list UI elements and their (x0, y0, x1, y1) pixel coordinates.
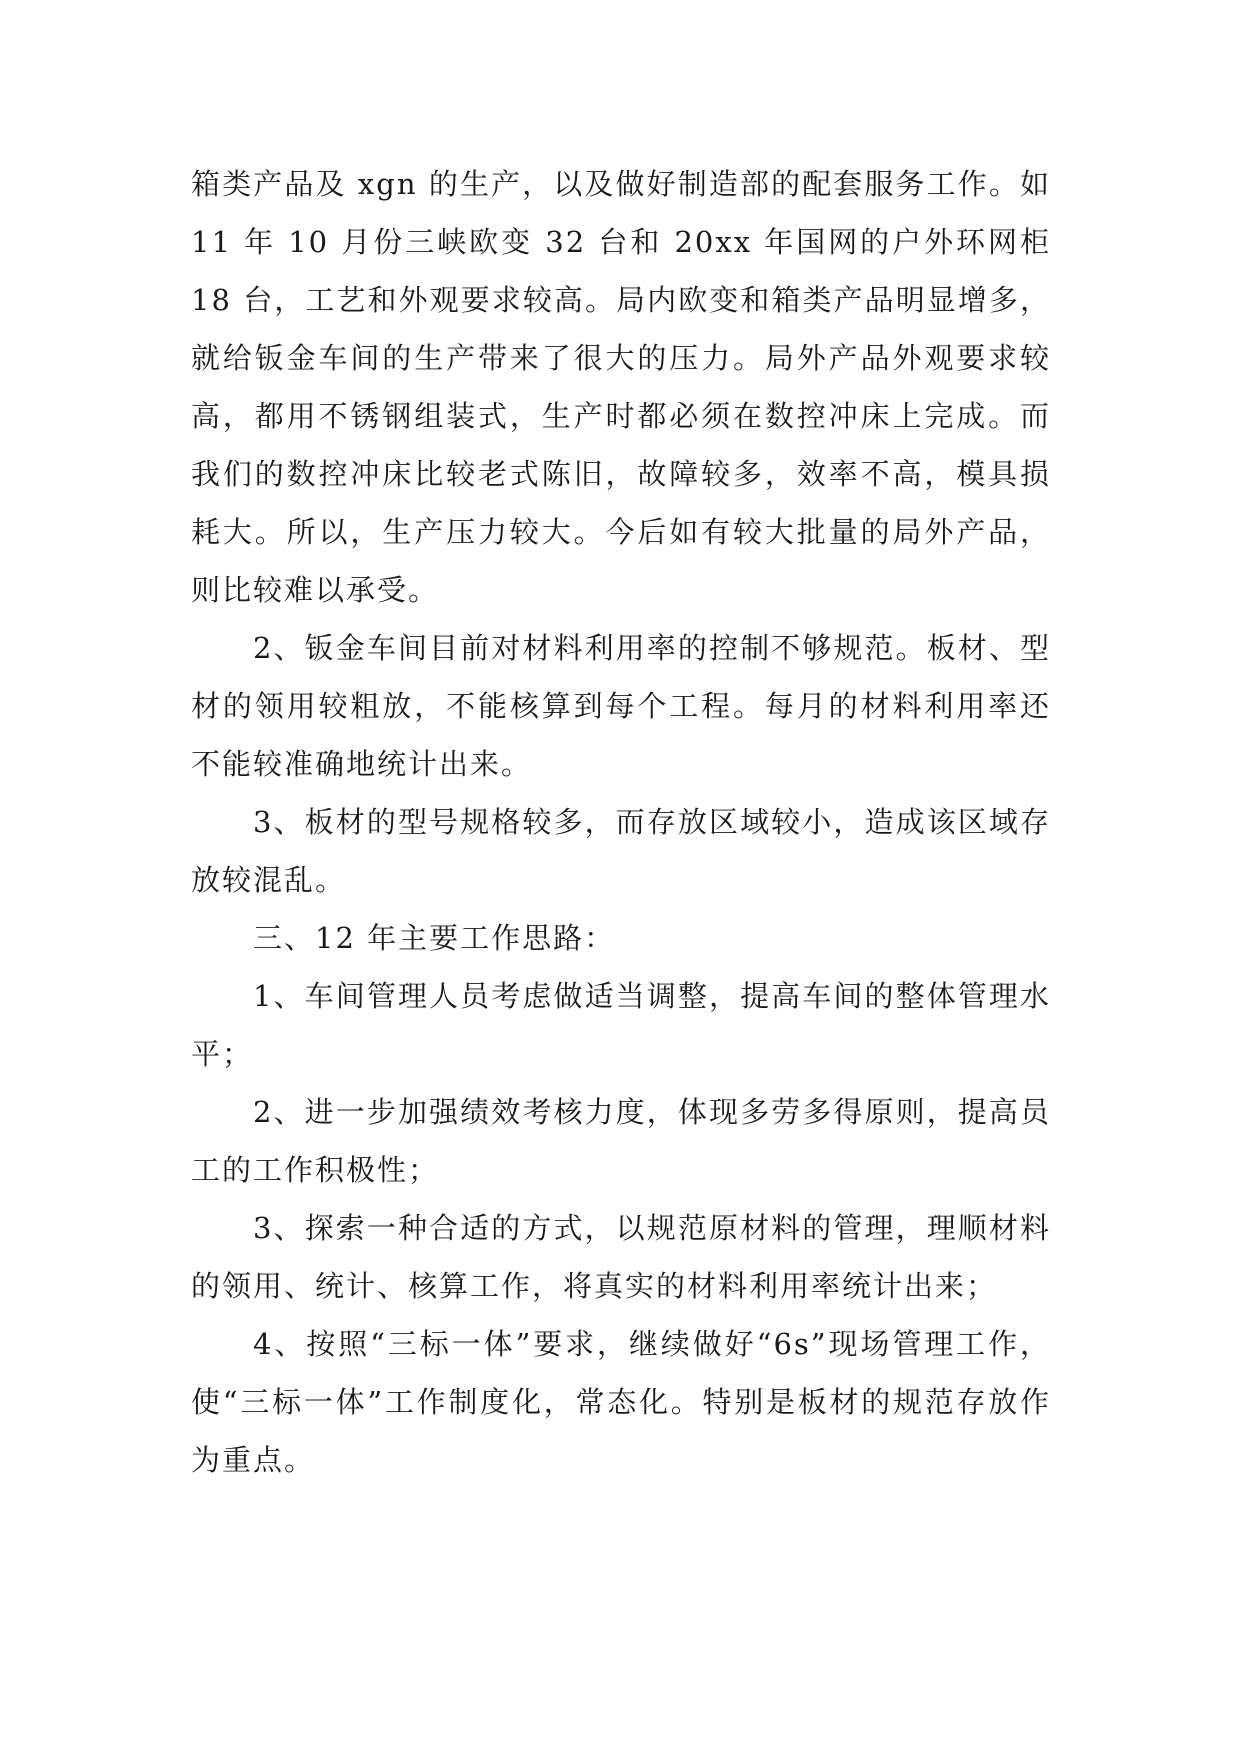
paragraph-plan-4: 4、按照“三标一体”要求，继续做好“6s”现场管理工作，使“三标一体”工作制度化，常态化。特别是板材的规范存放作为重点。 (191, 1327, 1051, 1477)
section-heading-work-plan: 三、12 年主要工作思路： (253, 921, 616, 955)
paragraph-item-3-storage: 3、板材的型号规格较多，而存放区域较小，造成该区域存放较混乱。 (191, 805, 1051, 897)
paragraph-plan-2: 2、进一步加强绩效考核力度，体现多劳多得原则，提高员工的工作积极性； (191, 1095, 1051, 1187)
paragraph-item-2-material-control: 2、钣金车间目前对材料利用率的控制不够规范。板材、型材的领用较粗放，不能核算到每个工程。每月的材料利用率还不能较准确地统计出来。 (191, 631, 1051, 781)
paragraph-plan-3: 3、探索一种合适的方式，以规范原材料的管理，理顺材料的领用、统计、核算工作，将真实的材料利用率统计出来； (191, 1211, 1051, 1303)
document-body (191, 155, 1051, 1489)
paragraph-continuation: 箱类产品及 xgn 的生产，以及做好制造部的配套服务工作。如 11 年 10 月份三峡欧变 32 台和 20xx 年国网的户外环网柜 18 台，工艺和外观要求较高。局内欧变和箱类产品明显增多，就给钣金车间的生产带来了很大的压力。局外产品外观要求较高，都用不锈钢组装式，生产时都必须在数控冲床上完成。而我们的数控冲床比较老式陈旧，故障较多，效率不高，模具损耗大。所以，生产压力较大。今后如有较大批量的局外产品，则比较难以承受。 (191, 167, 1051, 607)
paragraph-plan-1: 1、车间管理人员考虑做适当调整，提高车间的整体管理水平； (191, 979, 1051, 1071)
